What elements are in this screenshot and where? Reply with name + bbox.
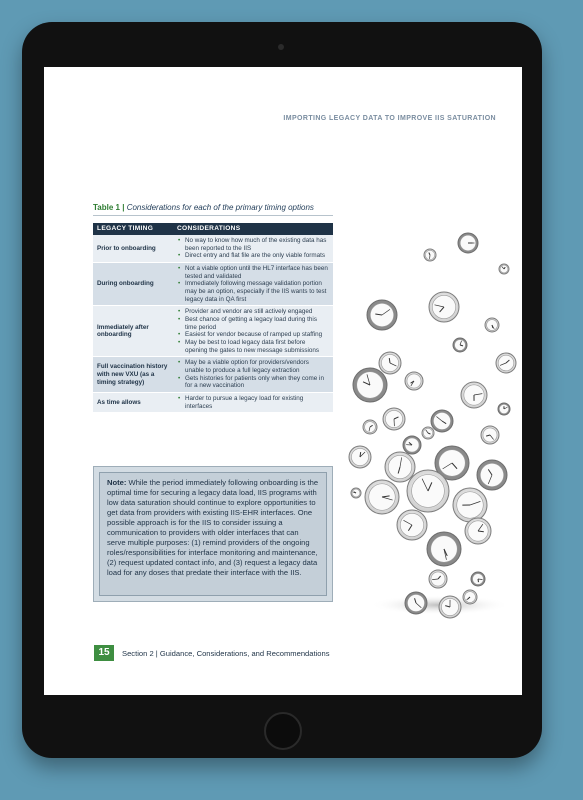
timing-cell: As time allows: [93, 393, 173, 413]
list-item: • Not a viable option until the HL7 interface has been tested and validated: [185, 265, 329, 280]
question-mark-clocks-icon: [342, 195, 518, 625]
timing-cell: Prior to onboarding: [93, 235, 173, 263]
list-item: • No way to know how much of the existing data has been reported to the IIS: [185, 237, 329, 252]
table-header-row: [93, 223, 333, 235]
list-item: • Gets histories for patients only when they come in for a new vaccination: [185, 375, 329, 390]
timing-cell: Full vaccination history with new VXU (as a timing strategy): [93, 357, 173, 393]
list-item: • Best chance of getting a legacy load during this time period: [185, 316, 329, 331]
list-item: • May be a viable option for providers/vendors unable to produce a full legacy extraction: [185, 359, 329, 374]
timing-cell: Immediately after onboarding: [93, 306, 173, 357]
table-row: [93, 235, 333, 263]
home-button[interactable]: [264, 712, 302, 750]
considerations-cell: [173, 235, 333, 263]
note-text: While the period immediately following onboarding is the optimal time for securing a legacy data load, IIS programs with low data saturation should continue to explore opportunities to get data from providers with existing IIS-EHR interfaces. One possible approach is for the IIS to consider issuing a communication to providers with older interfaces that can serve multiple purposes: (1) remind providers of the ongoing roles/responsibilities for interface monitoring and maintenance, (2) request updated contact info, and (3) request a legacy data load for any doses that predate their interface with the IIS.: [107, 478, 319, 578]
table-row: [93, 306, 333, 357]
considerations-cell: [173, 357, 333, 393]
considerations-cell: [173, 393, 333, 413]
table-caption-separator: |: [122, 203, 125, 212]
caption-divider: [93, 215, 333, 216]
list-item: • Immediately following message validation portion may be an option, especially if the IIS wants to test legacy data in QA first: [185, 280, 329, 303]
section-footer: Section 2 | Guidance, Considerations, and Recommendations: [122, 649, 330, 658]
list-item: • Easiest for vendor because of ramped up staffing: [185, 331, 329, 339]
table-row: [93, 263, 333, 306]
table-row: [93, 357, 333, 393]
table-row: [93, 393, 333, 413]
list-item: • Direct entry and flat file are the only viable formats: [185, 252, 329, 260]
considerations-cell: [173, 263, 333, 306]
table-caption-text: Considerations for each of the primary timing options: [126, 203, 314, 212]
table-caption: [93, 203, 314, 212]
column-header: LEGACY TIMING: [93, 223, 173, 235]
note-box: [93, 466, 333, 602]
camera-icon: [278, 44, 284, 50]
note-content: [99, 472, 327, 596]
page-number: 15: [94, 645, 114, 661]
column-header: CONSIDERATIONS: [173, 223, 333, 235]
note-label: Note:: [107, 478, 127, 487]
document-page: [44, 67, 522, 695]
considerations-cell: [173, 306, 333, 357]
list-item: • May be best to load legacy data first before opening the gates to new message submissions: [185, 339, 329, 354]
considerations-table: [93, 223, 333, 413]
table-label: Table 1: [93, 203, 120, 212]
list-item: • Harder to pursue a legacy load for existing interfaces: [185, 395, 329, 410]
list-item: • Provider and vendor are still actively engaged: [185, 308, 329, 316]
running-header: IMPORTING LEGACY DATA TO IMPROVE IIS SATURATION: [283, 115, 496, 122]
timing-cell: During onboarding: [93, 263, 173, 306]
tablet-frame: [22, 22, 542, 758]
